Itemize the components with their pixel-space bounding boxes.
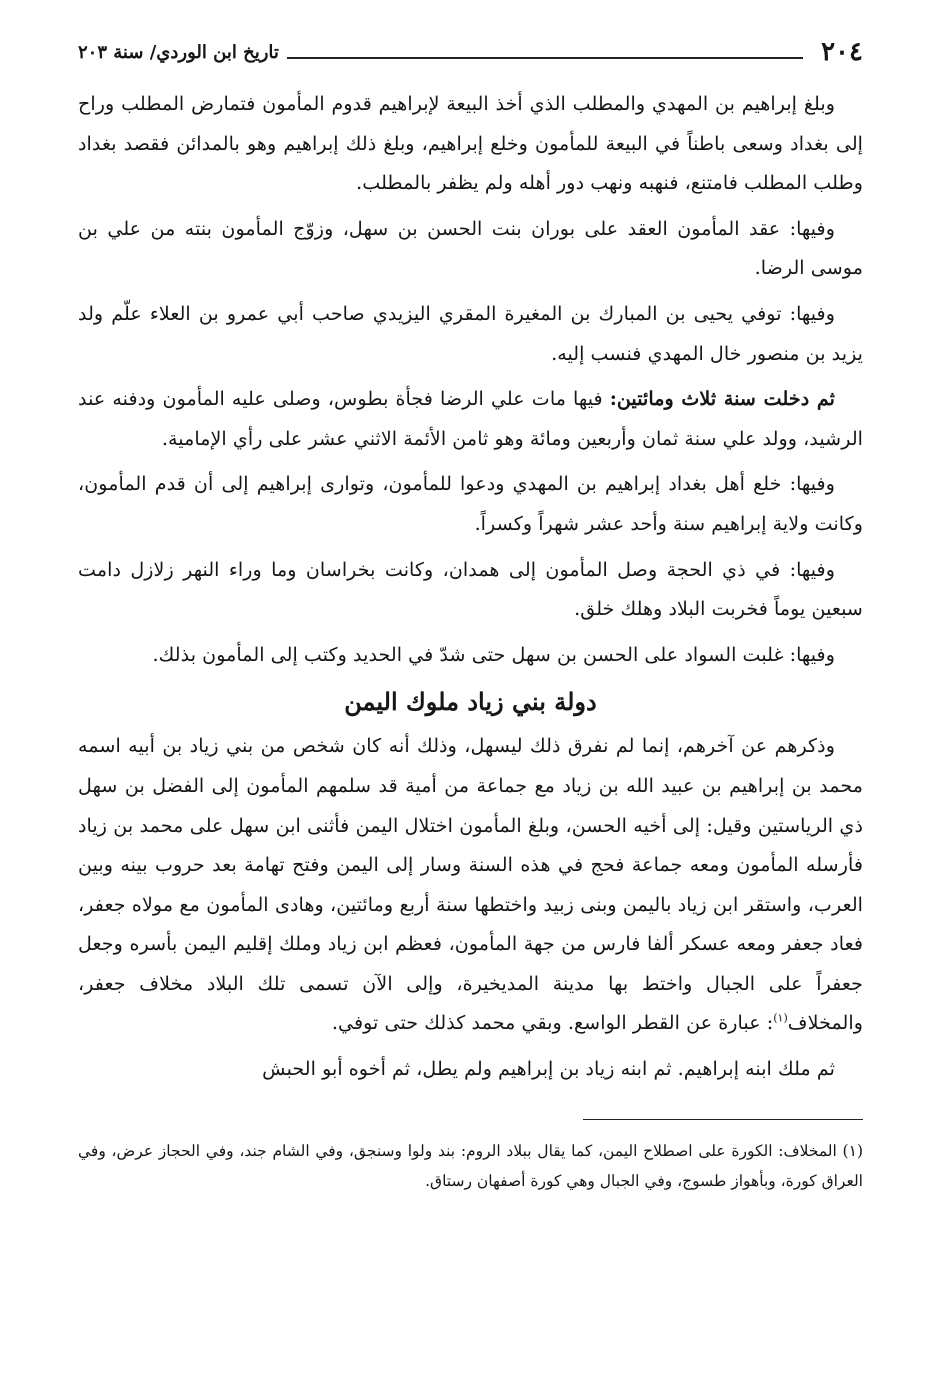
paragraph-text: وبلغ إبراهيم بن المهدي والمطلب الذي أخذ البيعة لإبراهيم قدوم المأمون فتمارض المطلب وراح إلى بغداد وسعى باطناً في البيعة للمأمون وخلع إبراهيم، وبلغ ذلك إبراهيم وهو بالمدائن فقصد بغداد وطلب المطلب فامتنع، فنهبه ونهب دور أهله ولم يظفر بالمطلب. — [78, 92, 863, 195]
body-text — [78, 84, 863, 1089]
section-heading: دولة بني زياد ملوك اليمن — [344, 687, 597, 717]
footnotes — [78, 1136, 863, 1196]
paragraph-text: وفيها: في ذي الحجة وصل المأمون إلى همدان، وكانت بخراسان وما وراء النهر زلازل دامت سبعين يوماً فخربت البلاد وهلك خلق. — [78, 557, 863, 621]
paragraph — [78, 84, 863, 203]
running-title: تاريخ ابن الوردي/ سنة ٢٠٣ — [78, 41, 279, 63]
paragraph — [78, 464, 863, 543]
paragraph — [78, 635, 863, 675]
paragraph-text: وفيها: توفي يحيى بن المبارك بن المغيرة المقري اليزيدي صاحب أبي عمرو بن العلاء علّم ولد يزيد بن منصور خال المهدي فنسب إليه. — [78, 301, 863, 365]
paragraph — [78, 379, 863, 458]
paragraph-lead: ثم دخلت سنة ثلاث ومائتين: — [609, 387, 835, 411]
paragraph — [78, 294, 863, 373]
footnote — [78, 1136, 863, 1196]
footnote-number: (١) — [842, 1141, 863, 1160]
paragraph-text: : عبارة عن القطر الواسع. وبقي محمد كذلك حتى توفي. — [331, 1011, 774, 1035]
paragraph-text: وفيها: خلع أهل بغداد إبراهيم بن المهدي ودعوا للمأمون، وتوارى إبراهيم إلى أن قدم المأمون، وكانت ولاية إبراهيم سنة وأحد عشر شهراً وكسراً. — [78, 472, 863, 535]
paragraph — [78, 726, 863, 1043]
footnote-marker[interactable]: (١) — [773, 1012, 788, 1026]
footnote-text: المخلاف: الكورة على اصطلاح اليمن، كما يقال ببلاد الروم: بند ولوا وسنجق، وفي الشام جند، وفي الحجاز عرض، وفي العراق كورة، وبأهواز طسوج، وفي الجبال وهي كورة أصفهان رستاق. — [78, 1141, 863, 1190]
paragraph — [78, 1049, 863, 1089]
book-page — [78, 30, 863, 1359]
paragraph-text: وفيها: غلبت السواد على الحسن بن سهل حتى شدّ في الحديد وكتب إلى المأمون بذلك. — [152, 642, 835, 666]
running-head — [78, 30, 863, 74]
footnote-divider — [583, 1119, 863, 1120]
paragraph — [78, 550, 863, 629]
page-number: ٢٠٤ — [821, 37, 863, 67]
paragraph-text: وفيها: عقد المأمون العقد على بوران بنت الحسن بن سهل، وزوّج المأمون بنته من علي بن موسى الرضا. — [78, 216, 863, 280]
header-rule — [287, 57, 803, 59]
paragraph-text: وذكرهم عن آخرهم، إنما لم نفرق ذلك ليسهل، وذلك أنه كان شخص من بني زياد بن أبيه اسمه محمد بن إبراهيم بن عبيد الله بن زياد مع جماعة من أمية قد سلمهم المأمون إلى الفضل بن سهل ذي الرياستين وقيل: إلى أخيه الحسن، وبلغ المأمون اختلال اليمن فأثنى ابن سهل على محمد بن زياد فأرسله المأمون ومعه جماعة فحج في هذه السنة وسار إلى اليمن وفتح تهامة بعد حروب بينه وبين العرب، واستقر ابن زياد باليمن وبنى زبيد واختطها سنة أربع ومائتين، وهادى المأمون مع مولاه جعفر، فعاد جعفر ومعه عسكر ألفا فارس من جهة المأمون، فعظم ابن زياد وملك إقليم اليمن بأسره وجعل جعفراً على الجبال واختط بها مدينة المديخيرة، وإلى الآن تسمى تلك البلاد مخلاف جعفر، والمخلاف — [78, 734, 863, 1035]
paragraph-text: فيها مات علي الرضا فجأة بطوس، وصلى عليه المأمون ودفنه عند الرشيد، وولد علي سنة ثمان وأربعين ومائة وهو ثامن الأئمة الاثني عشر على رأي الإمامية. — [78, 387, 863, 450]
paragraph-text: ثم ملك ابنه إبراهيم. ثم ابنه زياد بن إبراهيم ولم يطل، ثم أخوه أبو الحبش — [262, 1057, 835, 1081]
paragraph — [78, 209, 863, 288]
